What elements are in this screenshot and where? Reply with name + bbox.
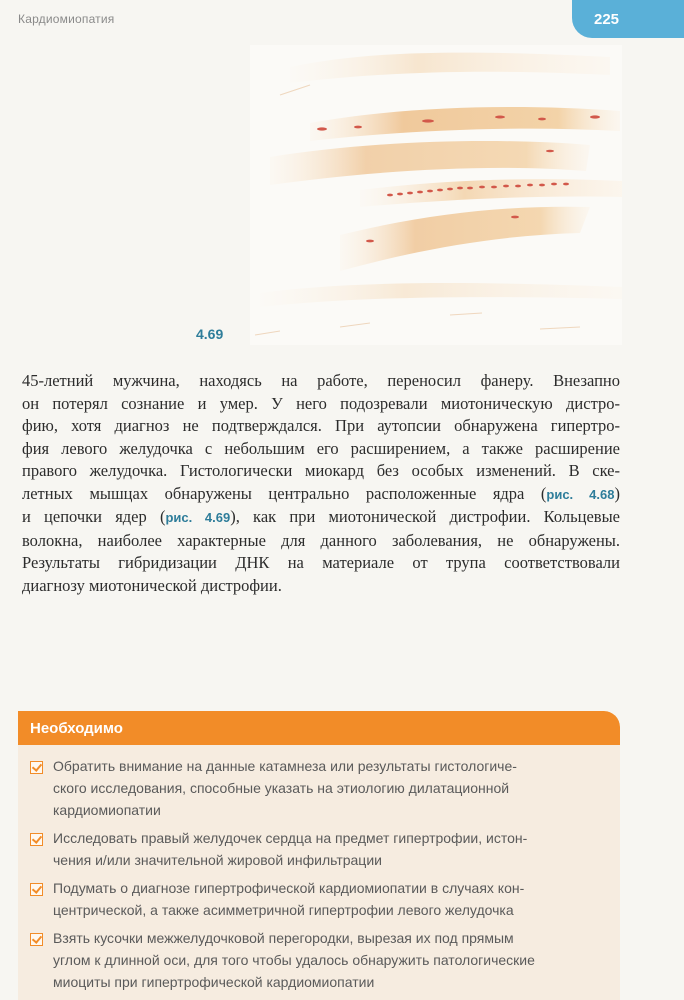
figure-label: 4.69 (196, 326, 224, 342)
item-line: центрической, а также асимметричной гипертрофии левого желудочка (53, 902, 514, 918)
body-line: правого желудочка. Гистологически миокард без особых изменений. В ске- (22, 461, 620, 480)
item-line: Обратить внимание на данные катамнеза или результаты гистологиче- (53, 758, 517, 774)
body-line: волокна, наиболее характерные для данного заболевания, не обнаружены. (22, 530, 620, 550)
body-text-fragment: ), как при миотонической дистрофии. Кольцевые (230, 507, 620, 526)
item-line: кардиомиопатии (53, 802, 161, 818)
item-line: углом к длинной оси, для того чтобы удалось обнаружить патологические (53, 952, 535, 968)
page-number-tab (572, 0, 684, 38)
item-line: ского исследования, способные указать на этиологию дилатационной (53, 780, 510, 796)
body-text-fragment: летных мышцах обнаружены центрально расположенные ядра ( (22, 483, 547, 503)
checklist-item (30, 927, 606, 993)
body-line: 45-летний мужчина, находясь на работе, переносил фанеру. Внезапно (22, 371, 620, 390)
checkbox-icon (30, 761, 43, 774)
figure-reference-link[interactable]: рис. 4.68 (546, 486, 615, 502)
body-line: диагнозу миотонической дистрофии. (22, 575, 282, 595)
page-number: 225 (594, 10, 620, 28)
checklist-item (30, 755, 606, 821)
checkbox-icon (30, 883, 43, 896)
body-line (22, 506, 620, 530)
item-line: Исследовать правый желудочек сердца на предмет гипертрофии, истон- (53, 830, 528, 846)
checklist-item-text (53, 755, 517, 821)
body-line: он потерял сознание и умер. У него подозревали миотоническую дистро- (22, 393, 620, 413)
body-line: фию, хотя диагноз не подтверждался. При аутопсии обнаружена гипертро- (22, 416, 620, 435)
item-line: чения и/или значительной жировой инфильтрации (53, 852, 382, 868)
checklist-item-text (53, 877, 524, 921)
figure-reference-link[interactable]: рис. 4.69 (165, 510, 231, 525)
checkbox-icon (30, 933, 43, 946)
checklist-item-text (53, 927, 535, 993)
body-text-fragment: ) (614, 483, 620, 503)
checklist-items (18, 745, 620, 993)
checklist-item (30, 877, 606, 921)
histology-micrograph (250, 45, 622, 345)
body-text-fragment: и цепочки ядер ( (22, 507, 166, 526)
item-line: Подумать о диагнозе гипертрофической кардиомиопатии в случаях кон- (53, 880, 525, 896)
checklist-box (18, 711, 620, 1000)
case-description (22, 370, 620, 597)
checklist-item (30, 827, 606, 871)
checklist-item-text (53, 827, 527, 871)
histology-figure (250, 45, 622, 345)
checklist-title: Необходимо (18, 711, 620, 745)
running-title: Кардиомиопатия (18, 12, 115, 26)
item-line: миоциты при гипертрофической кардиомиопатии (53, 974, 375, 990)
body-line (22, 483, 620, 507)
body-line: фия левого желудочка с небольшим его расширением, а также расширение (22, 438, 620, 458)
body-line: Результаты гибридизации ДНК на материале от трупа соответствовали (22, 553, 620, 572)
checkbox-icon (30, 833, 43, 846)
item-line: Взять кусочки межжелудочковой перегородки, вырезая их под прямым (53, 930, 514, 946)
